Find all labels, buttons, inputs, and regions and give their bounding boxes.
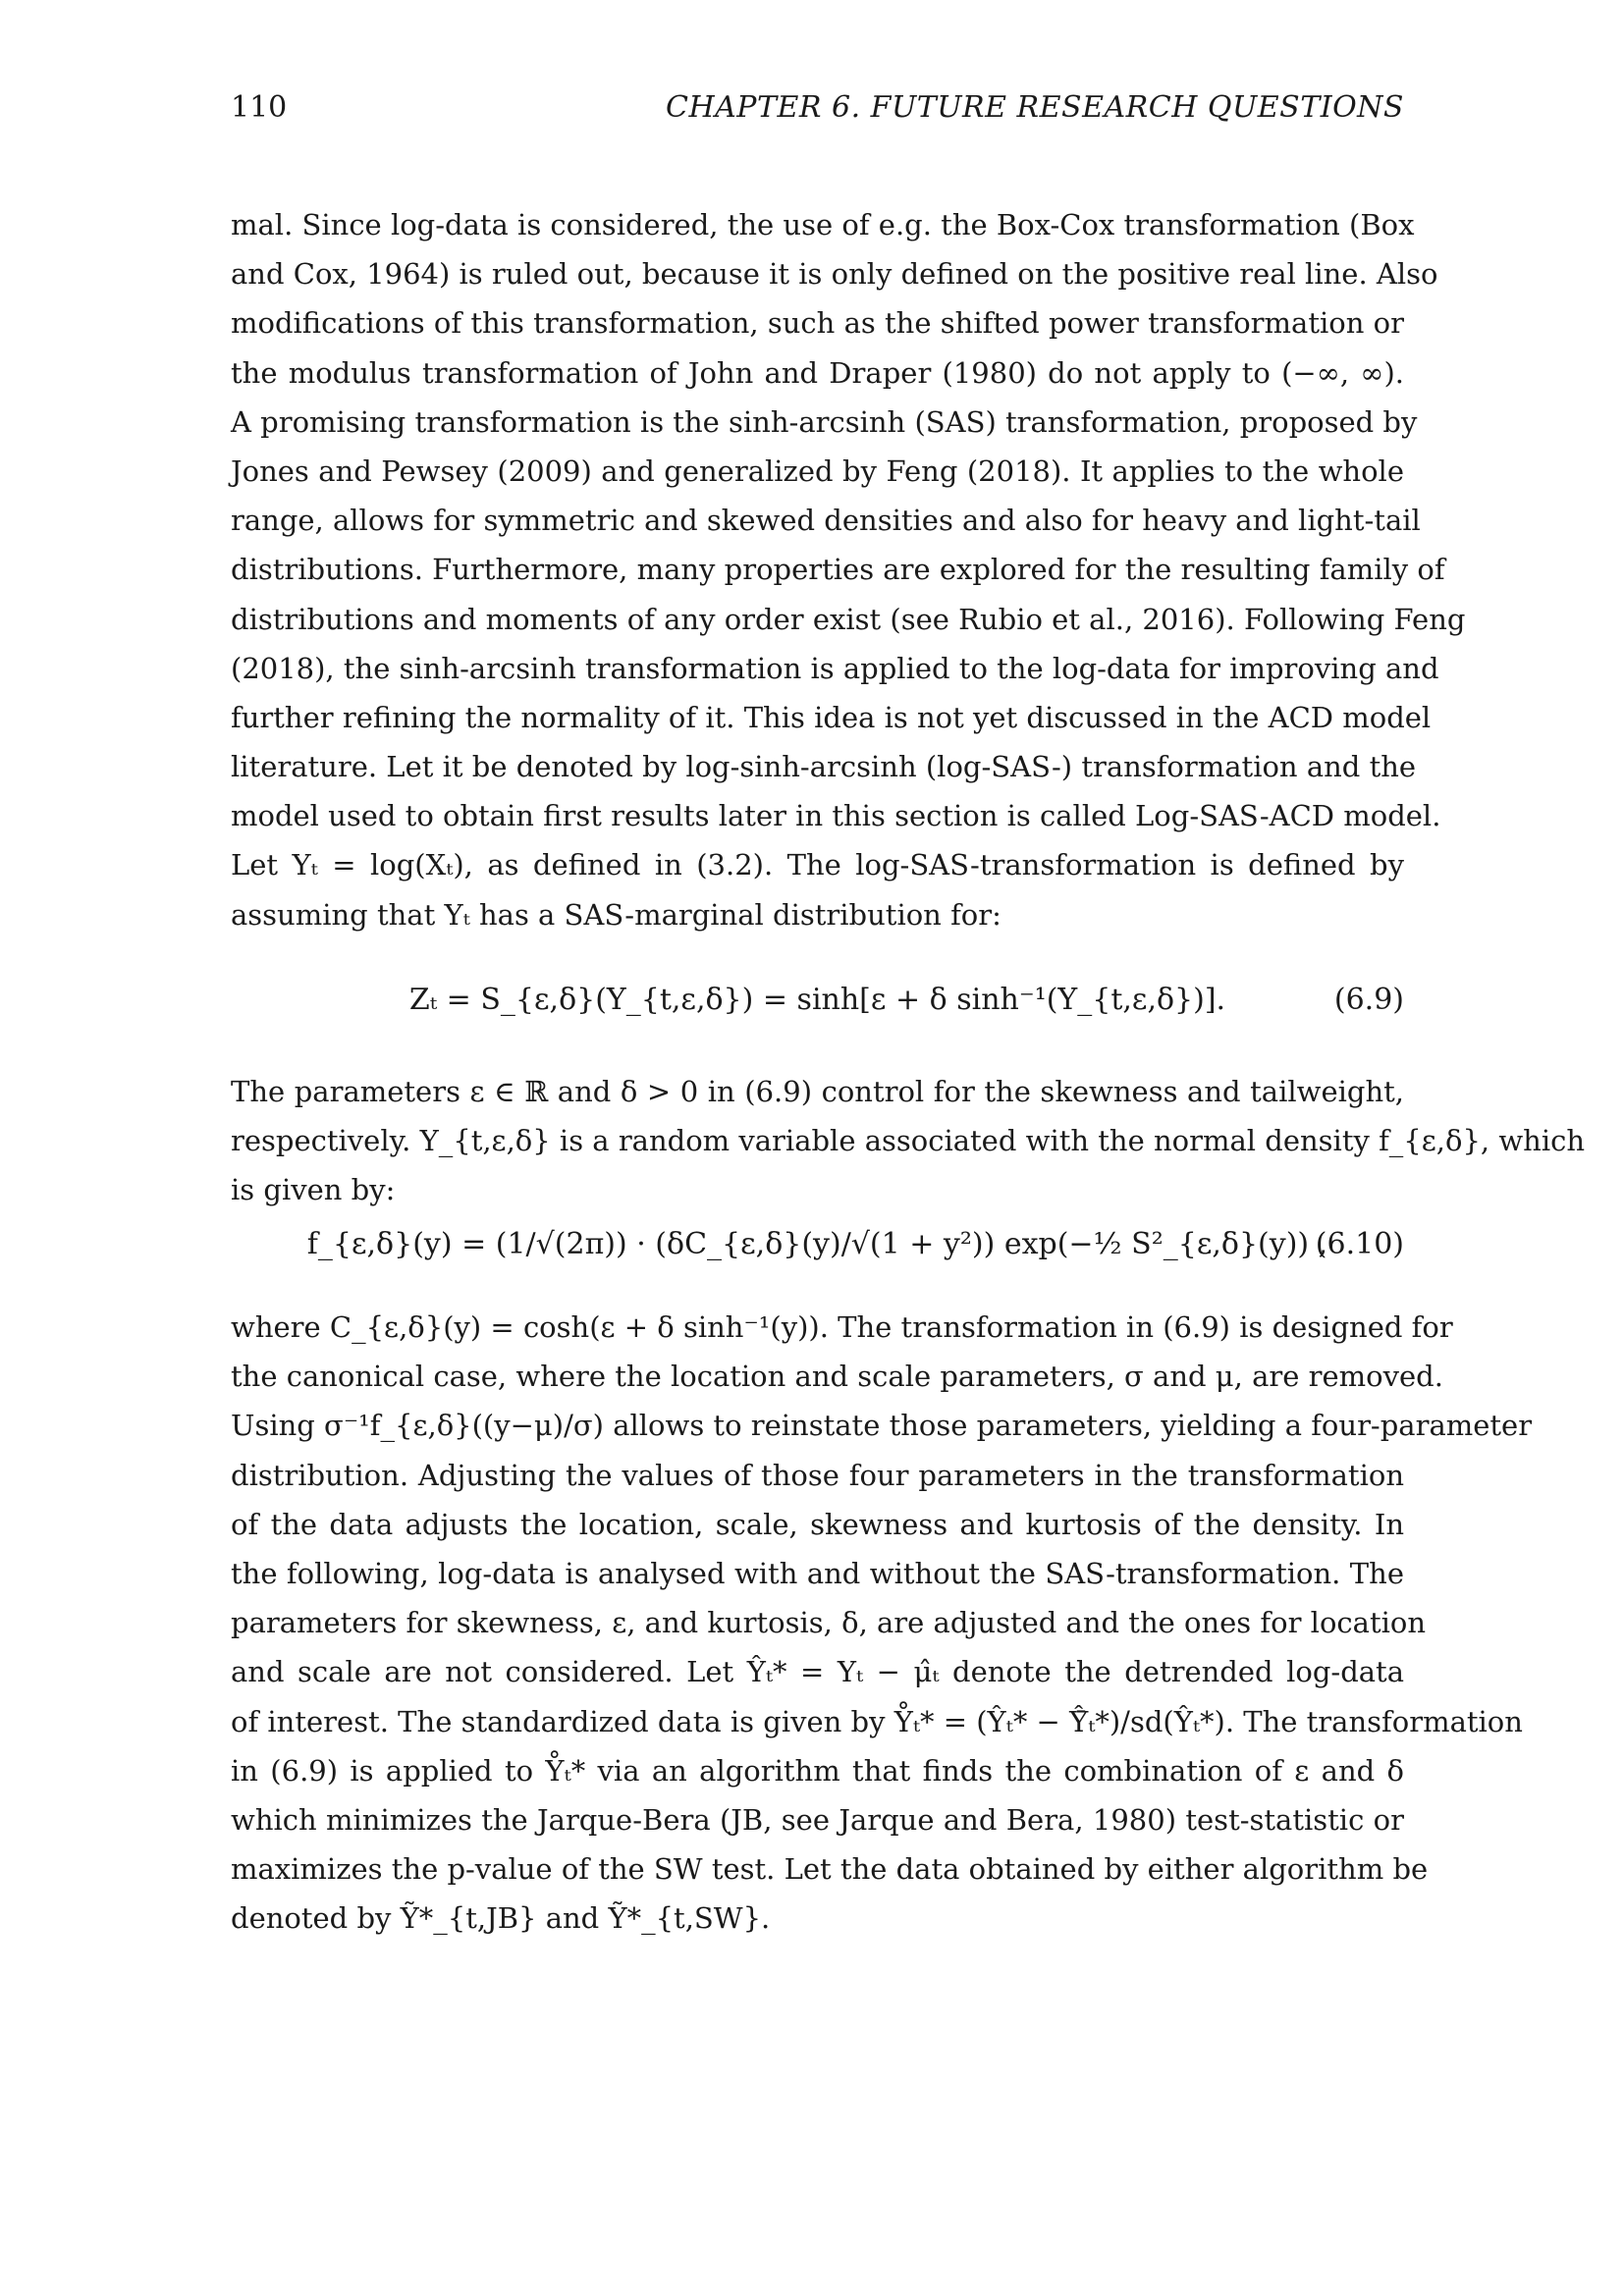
running-head: CHAPTER 6. FUTURE RESEARCH QUESTIONS [665,90,1404,125]
text-line: Let Yₜ = log(Xₜ), as defined in (3.2). The log-SAS-transformation is defined by [231,848,1404,882]
text-line: and scale are not considered. Let Ŷₜ* = Yₜ − μ̂ₜ denote the detrended log-data [231,1655,1404,1689]
text-line: A promising transformation is the sinh-arcsinh (SAS) transformation, proposed by [231,404,1418,439]
equation-formula: f_{ε,δ}(y) = (1/√(2π)) · (δC_{ε,δ}(y)/√(1 + y²)) exp(−½ S²_{ε,δ}(y)) , [306,1227,1328,1261]
text-line: is given by: [231,1173,396,1207]
paragraph-1 [231,200,1466,939]
text-line: assuming that Yₜ has a SAS-marginal distribution for: [231,897,1001,932]
paragraph-3 [231,1303,1533,1943]
text-line: (2018), the sinh-arcsinh transformation is applied to the log-data for improving and [231,651,1439,685]
text-line: the canonical case, where the location and scale parameters, σ and μ, are removed. [231,1360,1443,1394]
text-line: literature. Let it be denoted by log-sinh-arcsinh (log-SAS-) transformation and the [231,750,1417,784]
text-line: the following, log-data is analysed with and without the SAS-transformation. The [231,1556,1404,1590]
text-line: the modulus transformation of John and Draper (1980) do not apply to (−∞, ∞). [231,355,1404,390]
paragraph-2 [231,1067,1586,1215]
text-line: The parameters ε ∈ ℝ and δ > 0 in (6.9) control for the skewness and tailweight, [231,1075,1404,1108]
text-line: in (6.9) is applied to Y̊ₜ* via an algorithm that finds the combination of ε and δ [231,1753,1404,1788]
text-line: and Cox, 1964) is ruled out, because it is only defined on the positive real line. Also [231,257,1438,292]
equation-number: (6.10) [1315,1227,1404,1261]
text-line: maximizes the p-value of the SW test. Let the data obtained by either algorithm be [231,1852,1429,1887]
text-line: range, allows for symmetric and skewed densities and also for heavy and light-tail [231,504,1421,538]
text-line: mal. Since log-data is considered, the use of e.g. the Box-Cox transformation (Box [231,208,1415,241]
text-line: of the data adjusts the location, scale, skewness and kurtosis of the density. In [231,1507,1404,1541]
text-line: which minimizes the Jarque-Bera (JB, see Jarque and Bera, 1980) test-statistic or [231,1802,1404,1837]
text-line: denoted by Ỹ*_{t,JB} and Ỹ*_{t,SW}. [231,1901,771,1936]
text-line: modifications of this transformation, such as the shifted power transformation or [231,306,1404,341]
equation-number: (6.9) [1333,983,1404,1017]
page-header [231,90,1404,130]
text-line: distributions and moments of any order exist (see Rubio et al., 2016). Following Feng [231,602,1466,636]
text-line: where C_{ε,δ}(y) = cosh(ε + δ sinh⁻¹(y)). The transformation in (6.9) is designed for [231,1310,1453,1344]
equation-formula: Zₜ = S_{ε,δ}(Y_{t,ε,δ}) = sinh[ε + δ sinh⁻¹(Y_{t,ε,δ})]. [408,983,1226,1017]
text-line: model used to obtain first results later in this section is called Log-SAS-ACD model. [231,799,1441,833]
text-line: of interest. The standardized data is given by Y̊ₜ* = (Ŷₜ* − Ŷ̄ₜ*)/sd(Ŷₜ*). The transformation [231,1704,1523,1738]
text-line: Using σ⁻¹f_{ε,δ}((y−μ)/σ) allows to reinstate those parameters, yielding a four-parameter [231,1409,1533,1443]
text-line: further refining the normality of it. This idea is not yet discussed in the ACD model [231,700,1432,734]
text-line: Jones and Pewsey (2009) and generalized by Feng (2018). It applies to the whole [231,454,1404,488]
text-line: parameters for skewness, ε, and kurtosis, δ, are adjusted and the ones for location [231,1606,1427,1640]
text-line: distribution. Adjusting the values of those four parameters in the transformation [231,1458,1404,1492]
text-line: distributions. Furthermore, many properties are explored for the resulting family of [231,553,1445,587]
equation-6-9 [231,977,1404,1026]
text-line: respectively. Y_{t,ε,δ} is a random variable associated with the normal density f_{ε,δ}, which [231,1124,1586,1158]
equation-6-10 [231,1207,1404,1286]
page-number: 110 [231,90,288,125]
